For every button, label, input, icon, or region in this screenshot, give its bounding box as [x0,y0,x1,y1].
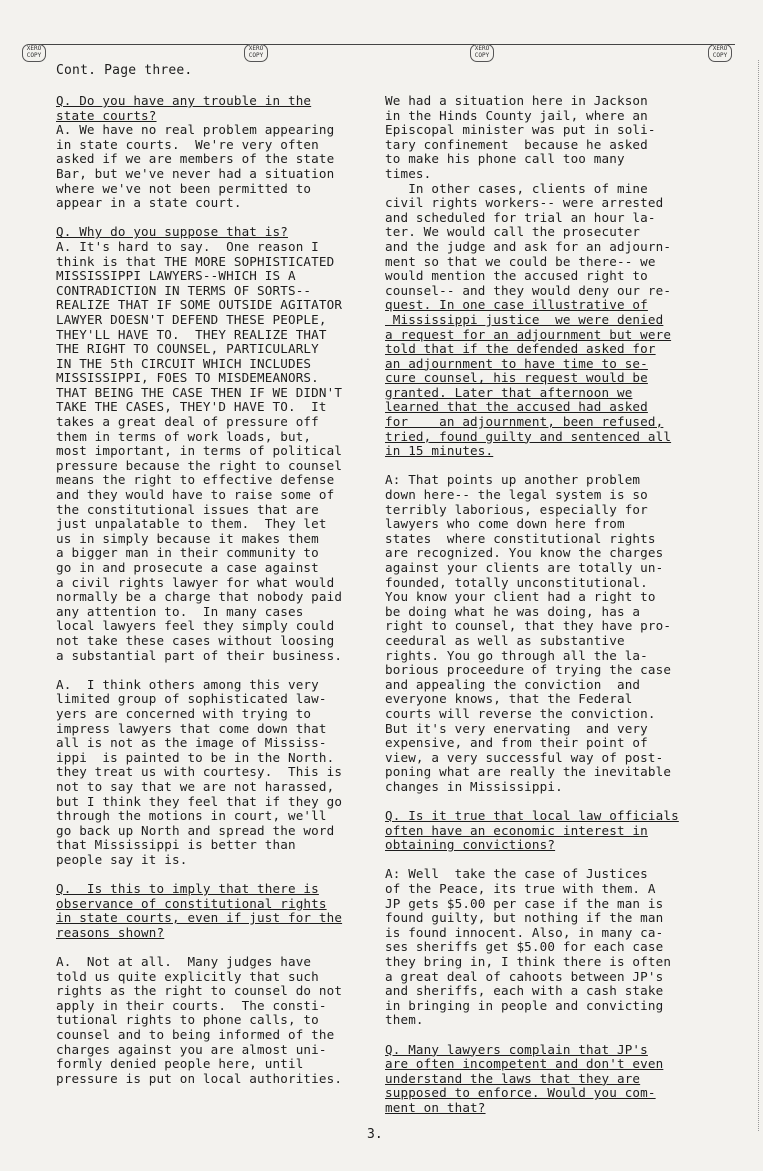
text-line: through the motions in court, we'll [56,808,327,824]
text-line: ses sheriffs get $5.00 for each case [385,939,664,955]
page-number: 3. [367,1127,383,1142]
text-line: in bringing in people and convicting [385,997,664,1013]
text-line: expensive, and from their point of [385,735,648,751]
text-line: learned that the accused had asked [385,399,648,415]
text-line: A. It's hard to say. One reason I [56,238,319,254]
text-line: Mississippi justice we were denied [385,311,664,327]
text-line: ment on that? [385,1099,486,1115]
text-line: Bar, but we've never had a situation [56,165,335,181]
paragraph [56,94,376,211]
text-line: Q. Is this to imply that there is [56,881,319,897]
text-line: told that if the defended asked for [385,341,656,357]
text-line: that Mississippi is better than [56,837,296,853]
text-line: lawyers who come down here from [385,516,625,532]
text-line: charges against you are almost uni- [56,1041,327,1057]
text-line: people say it is. [56,851,188,867]
text-line: LAWYER DOESN'T DEFEND THESE PEOPLE, [56,311,327,327]
text-line: TAKE THE CASES, THEY'D HAVE TO. It [56,399,327,415]
paragraph [385,94,715,459]
text-line: obtaining convictions? [385,837,556,853]
text-line: ippi is painted to be in the North. [56,749,335,765]
text-line: But it's very enervating and very [385,720,648,736]
text-line: limited group of sophisticated law- [56,691,327,707]
paragraph [385,867,715,1028]
text-line: supposed to enforce. Would you com- [385,1085,656,1101]
right-column [385,94,715,1130]
text-line: them. [385,1012,424,1028]
text-line: counsel-- and they would deny our re- [385,282,672,298]
text-line: understand the laws that they are [385,1070,641,1086]
text-line: rights as the right to counsel do not [56,983,343,999]
text-line: told us quite explicitly that such [56,968,319,984]
paragraph [56,955,376,1086]
text-line: think is that THE MORE SOPHISTICATED [56,253,335,269]
text-line: right to counsel, that they have pro- [385,618,672,634]
text-line: MISSISSIPPI, FOES TO MISDEMEANORS. [56,370,319,386]
text-line: a request for an adjournment but were [385,326,672,342]
text-line: rights. You go through all the la- [385,647,648,663]
text-line: a great deal of cahoots between JP's [385,968,664,984]
text-line: IN THE 5th CIRCUIT WHICH INCLUDES [56,355,312,371]
left-column [56,94,376,1101]
stamp-text: XERO COPY [712,45,728,59]
text-line: You know your client had a right to [385,589,656,605]
text-line: formly denied people here, until [56,1056,304,1072]
text-line: JP gets $5.00 per case if the man is [385,895,664,911]
text-line: ter. We would call the prosecuter [385,224,641,240]
margin-mark [758,60,759,1131]
text-line: tried, found guilty and sentenced all [385,428,672,444]
text-line: times. [385,165,432,181]
text-line: means the right to effective defense [56,472,335,488]
text-line: Q. Do you have any trouble in the [56,93,312,108]
paragraph [56,678,376,868]
text-line: and the judge and ask for an adjourn- [385,238,672,254]
text-line: tary confinement because he asked [385,136,648,152]
text-line: and sheriffs, each with a cash stake [385,983,664,999]
stamp-text: XERO COPY [248,45,264,59]
text-line: not to say that we are not harassed, [56,778,335,794]
text-line: Q. Is it true that local law officials [385,808,679,824]
text-line: THEY'LL HAVE TO. THEY REALIZE THAT [56,326,327,342]
xero-copy-stamp [470,44,494,62]
text-line: the constitutional issues that are [56,501,319,517]
paragraph [385,809,715,853]
text-line: an adjournment to have time to se- [385,355,648,371]
text-line: We had a situation here in Jackson [385,93,648,108]
text-line: often have an economic interest in [385,822,648,838]
text-line: Q. Many lawyers complain that JP's [385,1041,648,1057]
text-line: A: That points up another problem [385,472,641,488]
text-line: any attention to. In many cases [56,603,304,619]
text-line: civil rights workers-- were arrested [385,195,664,211]
text-line: asked if we are members of the state [56,151,335,167]
text-line: in the Hinds County jail, where an [385,107,648,123]
text-line: down here-- the legal system is so [385,487,648,503]
continuation-header: Cont. Page three. [56,63,193,78]
paragraph [56,882,376,940]
paragraph [56,225,376,663]
text-line: them in terms of work loads, but, [56,428,312,444]
text-line: and they would have to raise some of [56,487,335,503]
text-line: apply in their courts. The consti- [56,997,327,1013]
text-line: tutional rights to phone calls, to [56,1012,319,1028]
text-line: are often incompetent and don't even [385,1056,664,1072]
text-line: A. We have no real problem appearing [56,122,335,138]
top-rule [28,44,735,45]
text-line: a civil rights lawyer for what would [56,574,335,590]
text-line: Q. Why do you suppose that is? [56,224,288,240]
text-line: against your clients are totally un- [385,560,664,575]
text-line: borious proceedure of trying the case [385,662,672,678]
text-line: appear in a state court. [56,195,242,211]
text-line: cure counsel, his request would be [385,370,648,386]
text-line: in 15 minutes. [385,443,494,459]
text-line: of the Peace, its true with them. A [385,881,656,897]
text-line: THE RIGHT TO COUNSEL, PARTICULARLY [56,341,319,357]
text-line: In other cases, clients of mine [385,180,648,196]
text-line: granted. Later that afternoon we [385,384,633,400]
stamp-text: XERO COPY [474,45,490,59]
text-line: local lawyers feel they simply could [56,618,335,634]
text-line: pressure because the right to counsel [56,457,343,473]
text-line: is found innocent. Also, in many ca- [385,924,664,940]
text-line: found guilty, but nothing if the man [385,910,664,926]
text-line: go in and prosecute a case against [56,560,319,575]
text-line: reasons shown? [56,924,165,940]
text-line: normally be a charge that nobody paid [56,589,343,605]
text-line: founded, totally unconstitutional. [385,574,648,590]
text-line: would mention the accused right to [385,268,648,284]
text-line: counsel and to being informed of the [56,1027,335,1042]
paragraph [385,473,715,794]
text-line: they treat us with courtesy. This is [56,764,343,780]
text-line: view, a very successful way of post- [385,749,664,765]
text-line: where we've not been permitted to [56,180,312,196]
text-line: poning what are really the inevitable [385,764,672,780]
stamp-text: XERO COPY [26,45,42,59]
text-line: for an adjournment, been refused, [385,414,664,430]
text-line: in state courts, even if just for the [56,910,343,926]
paragraph [385,1043,715,1116]
text-line: us in simply because it makes them [56,530,319,546]
text-line: changes in Mississippi. [385,778,563,794]
text-line: A. Not at all. Many judges have [56,954,312,970]
text-line: CONTRADICTION IN TERMS OF SORTS-- [56,282,312,298]
text-line: most important, in terms of political [56,443,343,459]
text-line: a bigger man in their community to [56,545,319,561]
text-line: terribly laborious, especially for [385,501,648,517]
text-line: impress lawyers that come down that [56,720,327,736]
text-line: courts will reverse the conviction. [385,705,656,721]
text-line: takes a great deal of pressure off [56,414,319,430]
text-line: A: Well take the case of Justices [385,866,648,882]
text-line: observance of constitutional rights [56,895,327,911]
text-line: not take these cases without loosing [56,632,335,648]
text-line: and scheduled for trial an hour la- [385,209,656,225]
text-line: go back up North and spread the word [56,822,335,838]
text-line: THAT BEING THE CASE THEN IF WE DIDN'T [56,384,343,400]
text-line: to make his phone call too many [385,151,625,167]
text-line: are recognized. You know the charges [385,545,664,561]
text-line: ment so that we could be there-- we [385,253,656,269]
text-line: be doing what he was doing, has a [385,603,641,619]
text-line: A. I think others among this very [56,676,319,692]
text-line: but I think they feel that if they go [56,793,343,809]
text-line: states where constitutional rights [385,530,656,546]
text-line: pressure is put on local authorities. [56,1070,343,1086]
text-line: state courts? [56,107,157,123]
text-line: yers are concerned with trying to [56,705,312,721]
text-line: everyone knows, that the Federal [385,691,633,707]
xero-copy-stamp [22,44,46,62]
xero-copy-stamp [244,44,268,62]
text-line: MISSISSIPPI LAWYERS--WHICH IS A [56,268,296,284]
text-line: all is not as the image of Mississ- [56,735,327,751]
text-line: just unpalatable to them. They let [56,516,327,532]
text-line: they bring in, I think there is often [385,954,672,970]
xero-copy-stamp [708,44,732,62]
text-line: in state courts. We're very often [56,136,319,152]
text-line: and appealing the conviction and [385,676,641,692]
text-line: a substantial part of their business. [56,647,343,663]
text-line: quest. In one case illustrative of [385,297,648,313]
text-line: ceedural as well as substantive [385,632,625,648]
text-line: REALIZE THAT IF SOME OUTSIDE AGITATOR [56,297,343,313]
text-line: Episcopal minister was put in soli- [385,122,656,138]
